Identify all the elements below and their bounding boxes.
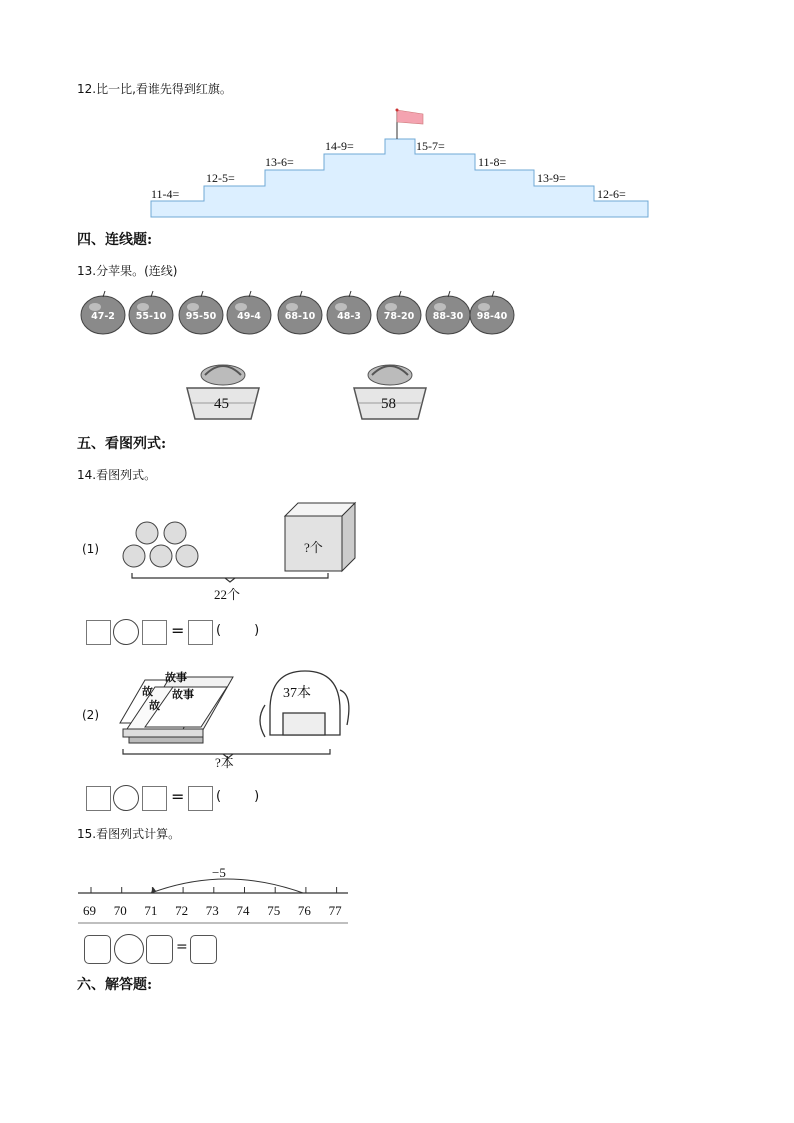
step-8-label: 12-6= [597,187,626,201]
apple-7[interactable] [377,291,421,334]
apple-8-label: 88-30 [432,311,464,322]
section-5-heading: 五、看图列式: [77,436,167,452]
q14-title: 14.看图列式。 [77,468,157,482]
q14-part1-label: (1) [82,542,99,556]
book-title-2: 故事 [172,689,194,701]
tick-labels [76,903,356,921]
flag-top [396,109,399,112]
apple-6[interactable] [327,291,371,334]
answer1-box-b[interactable] [142,620,167,645]
q15-title: 15.看图列式计算。 [77,827,181,841]
tick-label-72: 72 [175,903,189,918]
book-title-1: 故事 [165,672,187,684]
apple-row [80,290,520,336]
apple-9[interactable] [470,291,514,334]
tick-label-76: 76 [297,903,311,918]
apple-4[interactable] [227,291,271,334]
cube-label: ?个 [304,540,323,555]
answer2-box-result[interactable] [188,786,213,811]
red-flag [397,110,423,124]
apple-2-label: 55-10 [135,311,167,322]
answer3-box-result[interactable] [190,935,217,964]
q14-part2-label: (2) [82,708,99,722]
apple-8[interactable] [426,291,470,334]
apple-1-label: 47-2 [91,311,115,322]
answer1-operator-circle[interactable] [113,619,139,645]
apple-4-label: 49-4 [237,311,261,322]
book-title-4: 故 [149,700,160,712]
q12-title: 12.比一比,看谁先得到红旗。 [77,82,232,96]
basket-58-label: 58 [381,396,396,412]
apple-5[interactable] [278,291,322,334]
step-1-label: 11-4= [151,187,180,201]
staircase-figure [140,100,660,225]
minus-5-arc [151,879,303,893]
tick-label-75: 75 [267,903,281,918]
answer3-box-b[interactable] [146,935,173,964]
answer3-box-a[interactable] [84,935,111,964]
apple-2[interactable] [129,291,173,334]
part2-total: ?本 [215,755,234,770]
part1-total: 22个 [214,587,241,602]
backpack [260,671,349,737]
tick-label-73: 73 [205,903,219,918]
step-6-label: 11-8= [478,155,507,169]
answer2-box-b[interactable] [142,786,167,811]
basket-45-label: 45 [214,396,229,412]
baskets-figure [180,363,440,425]
section-4-heading: 四、连线题: [77,232,153,248]
arc-label: −5 [212,865,226,880]
backpack-label: 37本 [283,686,311,701]
apple-3[interactable] [179,291,223,334]
answer3-operator-circle[interactable] [114,934,144,964]
apples-svg [80,290,520,336]
tick-label-71: 71 [144,903,158,918]
part1-figure [120,498,370,588]
apple-1[interactable] [81,291,125,334]
answer3-equals: = [176,939,188,955]
tick-label-70: 70 [113,903,127,918]
apple-7-label: 78-20 [383,311,415,322]
tick-label-69: 69 [83,903,96,918]
answer1-unit-paren: ( ) [216,623,260,638]
step-5-label: 15-7= [416,139,445,153]
answer1-equals: = [171,621,185,640]
q13-title: 13.分苹果。(连线) [77,264,178,278]
book-title-3: 故 [142,686,153,698]
answer2-unit-paren: ( ) [216,789,260,804]
tick-label-74: 74 [236,903,250,918]
tick-label-77: 77 [328,903,342,918]
apple-5-label: 68-10 [284,311,316,322]
answer2-box-a[interactable] [86,786,111,811]
answer2-equals: = [171,787,185,806]
section-6-heading: 六、解答题: [77,977,153,993]
answer1-box-a[interactable] [86,620,111,645]
apple-6-label: 48-3 [337,311,361,322]
step-3-label: 13-6= [265,155,294,169]
answer1-box-result[interactable] [188,620,213,645]
apple-3-label: 95-50 [185,311,217,322]
apple-9-label: 98-40 [476,311,508,322]
answer2-operator-circle[interactable] [113,785,139,811]
step-4-label: 14-9= [325,139,354,153]
step-2-label: 12-5= [206,171,235,185]
part2-figure [115,665,355,765]
step-7-label: 13-9= [537,171,566,185]
